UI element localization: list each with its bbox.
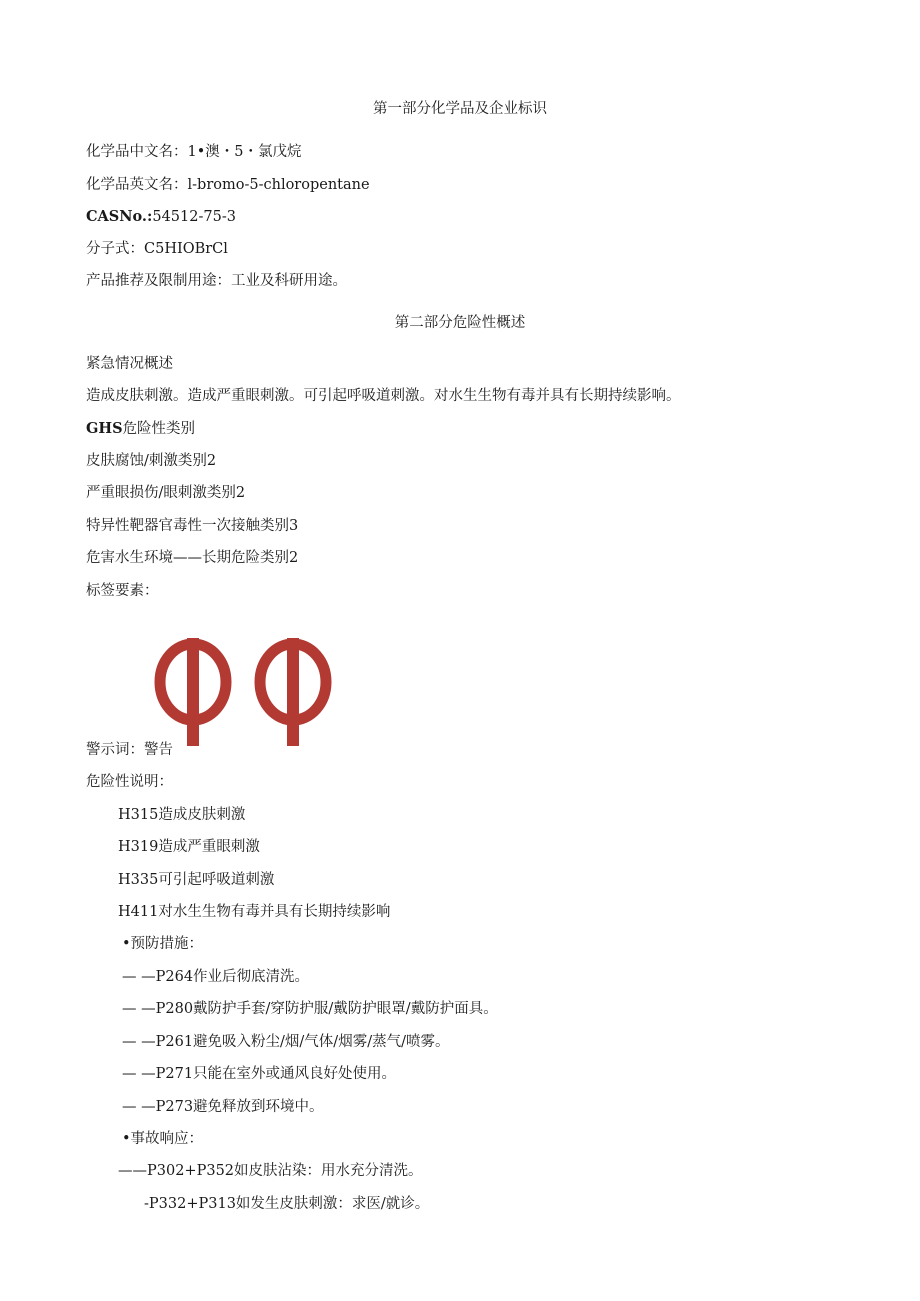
cas-label: CASNo.: [86, 208, 153, 225]
ghs-label: GHS [86, 420, 123, 437]
emergency-heading: 紧急情况概述 [86, 356, 173, 372]
response-heading: •事故响应： [122, 1131, 204, 1147]
molecular-formula: 分子式：C5HIOBrCl [86, 241, 228, 257]
en-name: 化学品英文名：l-bromo-5-chloropentane [86, 177, 370, 193]
prevention-item: — —P280戴防护手套/穿防护服/戴防护眼罩/戴防护面具。 [122, 1001, 498, 1017]
emergency-text: 造成皮肤刺激。造成严重眼刺激。可引起呼吸道刺激。对水生生物有毒并具有长期持续影响。 [86, 388, 681, 404]
section2-title: 第二部分危险性概述 [394, 315, 526, 331]
cn-name: 化学品中文名：1•澳・5・氯戊烷 [86, 144, 302, 160]
signal-word: 警示词：警告 [86, 742, 173, 758]
hazard-class: 皮肤腐蚀/刺激类别2 [86, 453, 217, 469]
hazard-statement: H315造成皮肤刺激 [118, 807, 246, 823]
hazard-statement: H411对水生生物有毒并具有长期持续影响 [118, 904, 391, 920]
cas-number [86, 207, 236, 227]
section1-title: 第一部分化学品及企业标识 [373, 101, 547, 117]
hazard-statement: H335可引起呼吸道刺激 [118, 872, 275, 888]
prevention-item: — —P261避免吸入粉尘/烟/气体/烟雾/蒸气/喷雾。 [122, 1034, 450, 1050]
ghs-heading [86, 419, 195, 439]
prevention-item: — —P271只能在室外或通风良好处使用。 [122, 1066, 397, 1082]
label-elements: 标签要素： [86, 583, 159, 599]
hazard-class: 危害水生环境——长期危险类别2 [86, 550, 299, 566]
hazard-class: 特异性靶器官毒性一次接触类别3 [86, 518, 299, 534]
prevention-heading: •预防措施： [122, 936, 204, 952]
ghs-pictogram-icon [148, 630, 333, 748]
prevention-item: — —P273避免释放到环境中。 [122, 1099, 324, 1115]
prevention-item: — —P264作业后彻底清洗。 [122, 969, 310, 985]
hazard-statements-heading: 危险性说明： [86, 774, 173, 790]
hazard-statement: H319造成严重眼刺激 [118, 839, 260, 855]
ghs-heading-text: 危险性类别 [122, 421, 196, 437]
phi-glyphs [160, 638, 326, 746]
response-item: ——P302+P352如皮肤沾染：用水充分清洗。 [118, 1163, 423, 1179]
hazard-class: 严重眼损伤/眼刺激类别2 [86, 485, 246, 501]
recommended-usage: 产品推荐及限制用途：工业及科研用途。 [86, 273, 347, 289]
cas-value: 54512-75-3 [152, 209, 236, 225]
response-item: -P332+P313如发生皮肤刺激：求医/就诊。 [144, 1196, 430, 1212]
